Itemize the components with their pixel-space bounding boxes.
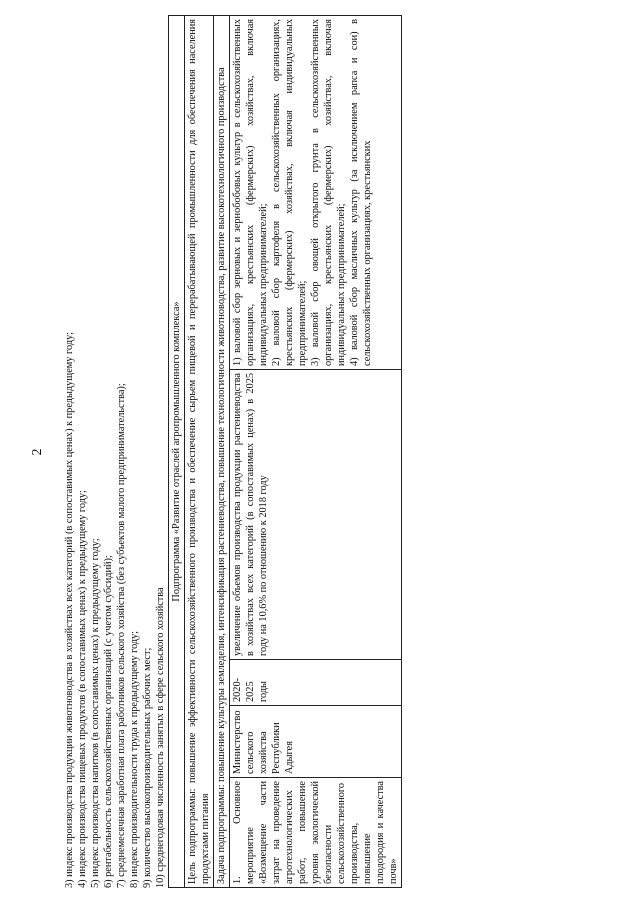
indicator-item: 4) валовой сбор масличных культур (за исключением рапса и сои) в сельскохозяйственных организациях, крестьянских bbox=[349, 19, 373, 366]
list-item: 10) среднегодовая численность занятых в сфере сельского хозяйства bbox=[155, 587, 166, 888]
list-item: 4) индекс производства пищевых продуктов (в сопоставимых ценах) к предыдущему году; bbox=[77, 490, 88, 888]
subprogram-title: Подпрограмма «Развитие отраслей агропромышленного комплекса» bbox=[169, 16, 185, 888]
subprogram-task: Задача подпрограммы: повышение культуры земледелия, интенсификация растениеводства, повышение технологичности животноводства, развитие высокотехнологичного производства bbox=[214, 16, 230, 888]
indicators-list bbox=[63, 16, 167, 888]
rotated-document bbox=[63, 16, 583, 888]
period-cell: 2020-2025 годы bbox=[230, 660, 402, 706]
list-item: 6) рентабельность сельскохозяйственных организаций (с учетом субсидий); bbox=[103, 555, 114, 888]
executor-cell: Министерство сельского хозяйства Республики Адыгея bbox=[230, 706, 402, 778]
subprogram-goal: Цель подпрограммы: повышение эффективности сельскохозяйственного производства и обеспечение сырьем пищевой и перерабатывающей промышленности для обеспечения населения продуктами питания bbox=[185, 16, 214, 888]
program-table bbox=[168, 15, 402, 888]
list-item: 3) индекс производства продукции животноводства в хозяйствах всех категорий (в сопоставимых ценах) к предыдущему году; bbox=[64, 332, 75, 888]
result-cell: увеличение объемов производства продукции растениеводства в хозяйствах всех категорий (в сопоставимых ценах) в 2025 году на 10,6% по отношению к 2018 году bbox=[230, 370, 402, 660]
indicator-item: 3) валовой сбор овощей открытого грунта в сельскохозяйственных организациях, крестьянских (фермерских) хозяйствах, включая индивидуальных предпринимателей; bbox=[310, 19, 347, 366]
page-number: 2 bbox=[30, 448, 45, 456]
indicator-item: 2) валовой сбор картофеля в сельскохозяйственных организациях, крестьянских (фермерских) хозяйствах, включая индивидуальных предпринимателей; bbox=[271, 19, 308, 366]
measure-cell: 1. Основное мероприятие «Возмещение части затрат на проведение агротехнологических работ, повышение уровня экологической безопасности сельскохозяйственного производства, повышение плодородия и качества почв» bbox=[230, 778, 402, 888]
table-row bbox=[230, 16, 402, 888]
list-item: 7) среднемесячная заработная плата работников сельского хозяйства (без субъектов малого предпринимательства); bbox=[116, 383, 127, 888]
indicator-item: 1) валовой сбор зерновых и зернобобовых культур в сельскохозяйственных организациях, крестьянских (фермерских) хозяйствах, включая индивидуальных предпринимателей; bbox=[232, 19, 269, 366]
list-item: 8) индекс производительности труда к предыдущему году; bbox=[129, 630, 140, 888]
list-item: 5) индекс производства напитков (в сопоставимых ценах) к предыдущему году; bbox=[90, 538, 101, 888]
list-item: 9) количество высокопроизводительных рабочих мест; bbox=[142, 647, 153, 888]
indicators-cell bbox=[230, 16, 402, 370]
